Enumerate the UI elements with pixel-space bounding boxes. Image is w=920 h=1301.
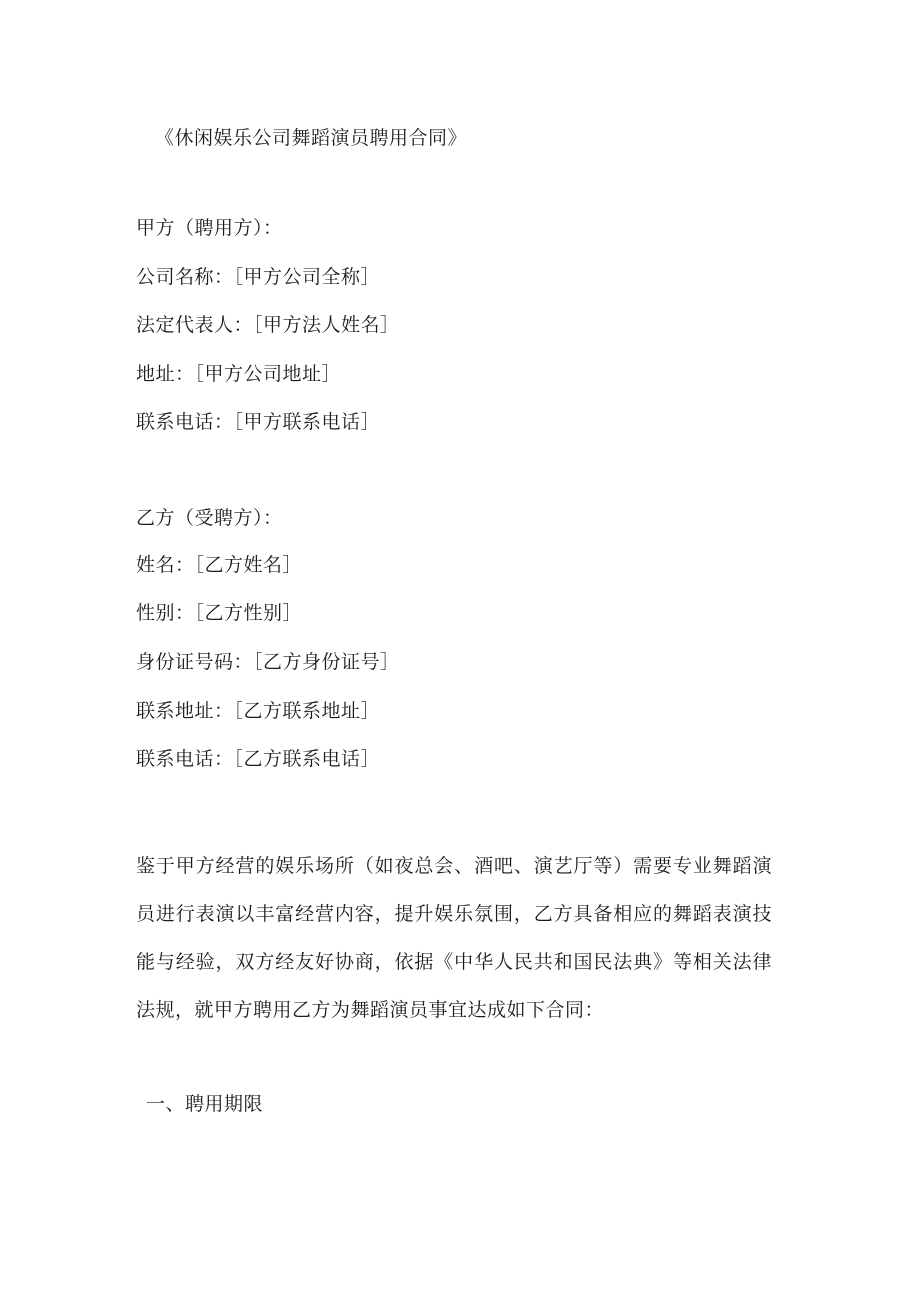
party-a-phone: 联系电话：［甲方联系电话］ bbox=[136, 411, 381, 433]
party-b-id-number: 身份证号码：［乙方身份证号］ bbox=[136, 651, 400, 673]
party-a-heading: 甲方（聘用方）： bbox=[136, 217, 283, 239]
party-b-address: 联系地址：［乙方联系地址］ bbox=[136, 700, 381, 722]
party-a-address: 地址：［甲方公司地址］ bbox=[136, 363, 342, 385]
party-a-company-name: 公司名称：［甲方公司全称］ bbox=[136, 266, 381, 288]
document-title: 《休闲娱乐公司舞蹈演员聘用合同》 bbox=[155, 127, 468, 149]
contract-preamble: 鉴于甲方经营的娱乐场所（如夜总会、酒吧、演艺厅等）需要专业舞蹈演员进行表演以丰富经营内容，提升娱乐氛围，乙方具备相应的舞蹈表演技能与经验，双方经友好协商，依据《中华人民共和国民法典》等相关法律法规，就甲方聘用乙方为舞蹈演员事宜达成如下合同： bbox=[136, 855, 772, 1021]
party-b-gender: 性别：［乙方性别］ bbox=[136, 602, 303, 624]
party-b-phone: 联系电话：［乙方联系电话］ bbox=[136, 748, 381, 770]
section-1-heading: 一、聘用期限 bbox=[146, 1093, 264, 1115]
party-b-name: 姓名：［乙方姓名］ bbox=[136, 554, 303, 576]
party-b-heading: 乙方（受聘方）： bbox=[136, 507, 283, 529]
party-a-legal-rep: 法定代表人：［甲方法人姓名］ bbox=[136, 314, 400, 336]
